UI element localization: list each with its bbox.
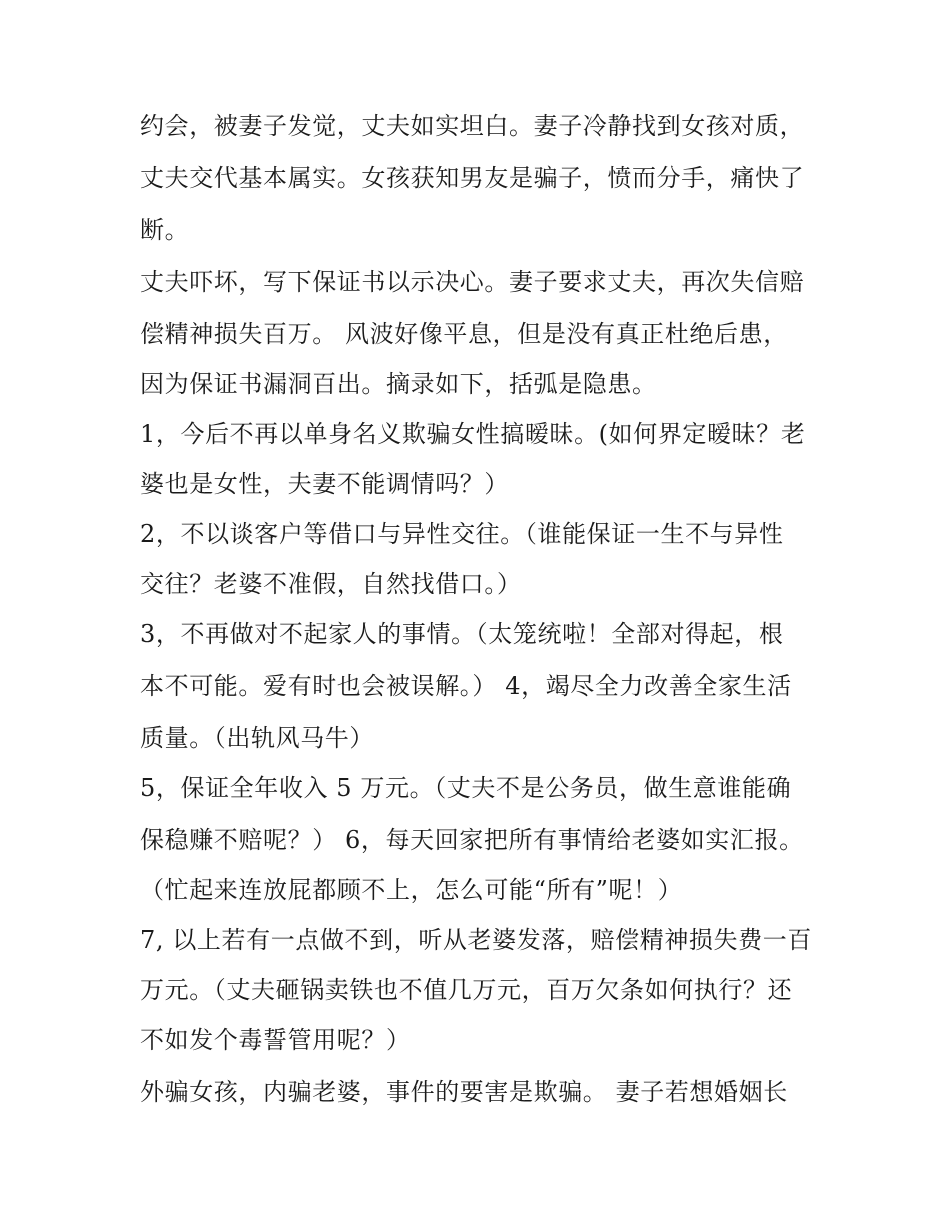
text-line: 约会，被妻子发觉，丈夫如实坦白。妻子冷静找到女孩对质，: [140, 112, 805, 140]
text-line: 3，不再做对不起家人的事情。（太笼统啦！全部对得起，根: [140, 620, 784, 648]
text-line: 因为保证书漏洞百出。摘录如下，括弧是隐患。: [140, 370, 657, 398]
text-line: 2，不以谈客户等借口与异性交往。（谁能保证一生不与异性: [140, 520, 784, 548]
text-line: 偿精神损失百万。 风波好像平息，但是没有真正杜绝后患，: [140, 320, 788, 348]
text-line: 质量。（出轨风马牛）: [140, 724, 374, 752]
text-line: 丈夫交代基本属实。女孩获知男友是骗子，愤而分手，痛快了: [140, 164, 805, 192]
text-line: 交往？老婆不准假，自然找借口。）: [140, 570, 522, 598]
text-line: 本不可能。爱有时也会被误解。） 4，竭尽全力改善全家生活: [140, 672, 792, 700]
text-line: 万元。（丈夫砸锅卖铁也不值几万元，百万欠条如何执行？还: [140, 976, 793, 1004]
text-line: 丈夫吓坏，写下保证书以示决心。妻子要求丈夫，再次失信赔: [140, 268, 805, 296]
text-line: 5，保证全年收入 5 万元。（丈夫不是公务员，做生意谁能确: [140, 774, 792, 802]
text-line: 7, 以上若有一点做不到，听从老婆发落，赔偿精神损失费一百: [140, 926, 812, 954]
text-line: 断。: [140, 216, 190, 244]
text-line: 1，今后不再以单身名义欺骗女性搞暧昧。(如何界定暧昧？老: [140, 420, 806, 448]
text-line: 保稳赚不赔呢？） 6，每天回家把所有事情给老婆如实汇报。: [140, 826, 804, 854]
text-line: （忙起来连放屁都顾不上，怎么可能“所有”呢！）: [140, 876, 683, 904]
text-line: 不如发个毒誓管用呢？）: [140, 1026, 411, 1054]
text-line: 外骗女孩，内骗老婆，事件的要害是欺骗。 妻子若想婚姻长: [140, 1078, 788, 1106]
text-line: 婆也是女性，夫妻不能调情吗？）: [140, 470, 509, 498]
